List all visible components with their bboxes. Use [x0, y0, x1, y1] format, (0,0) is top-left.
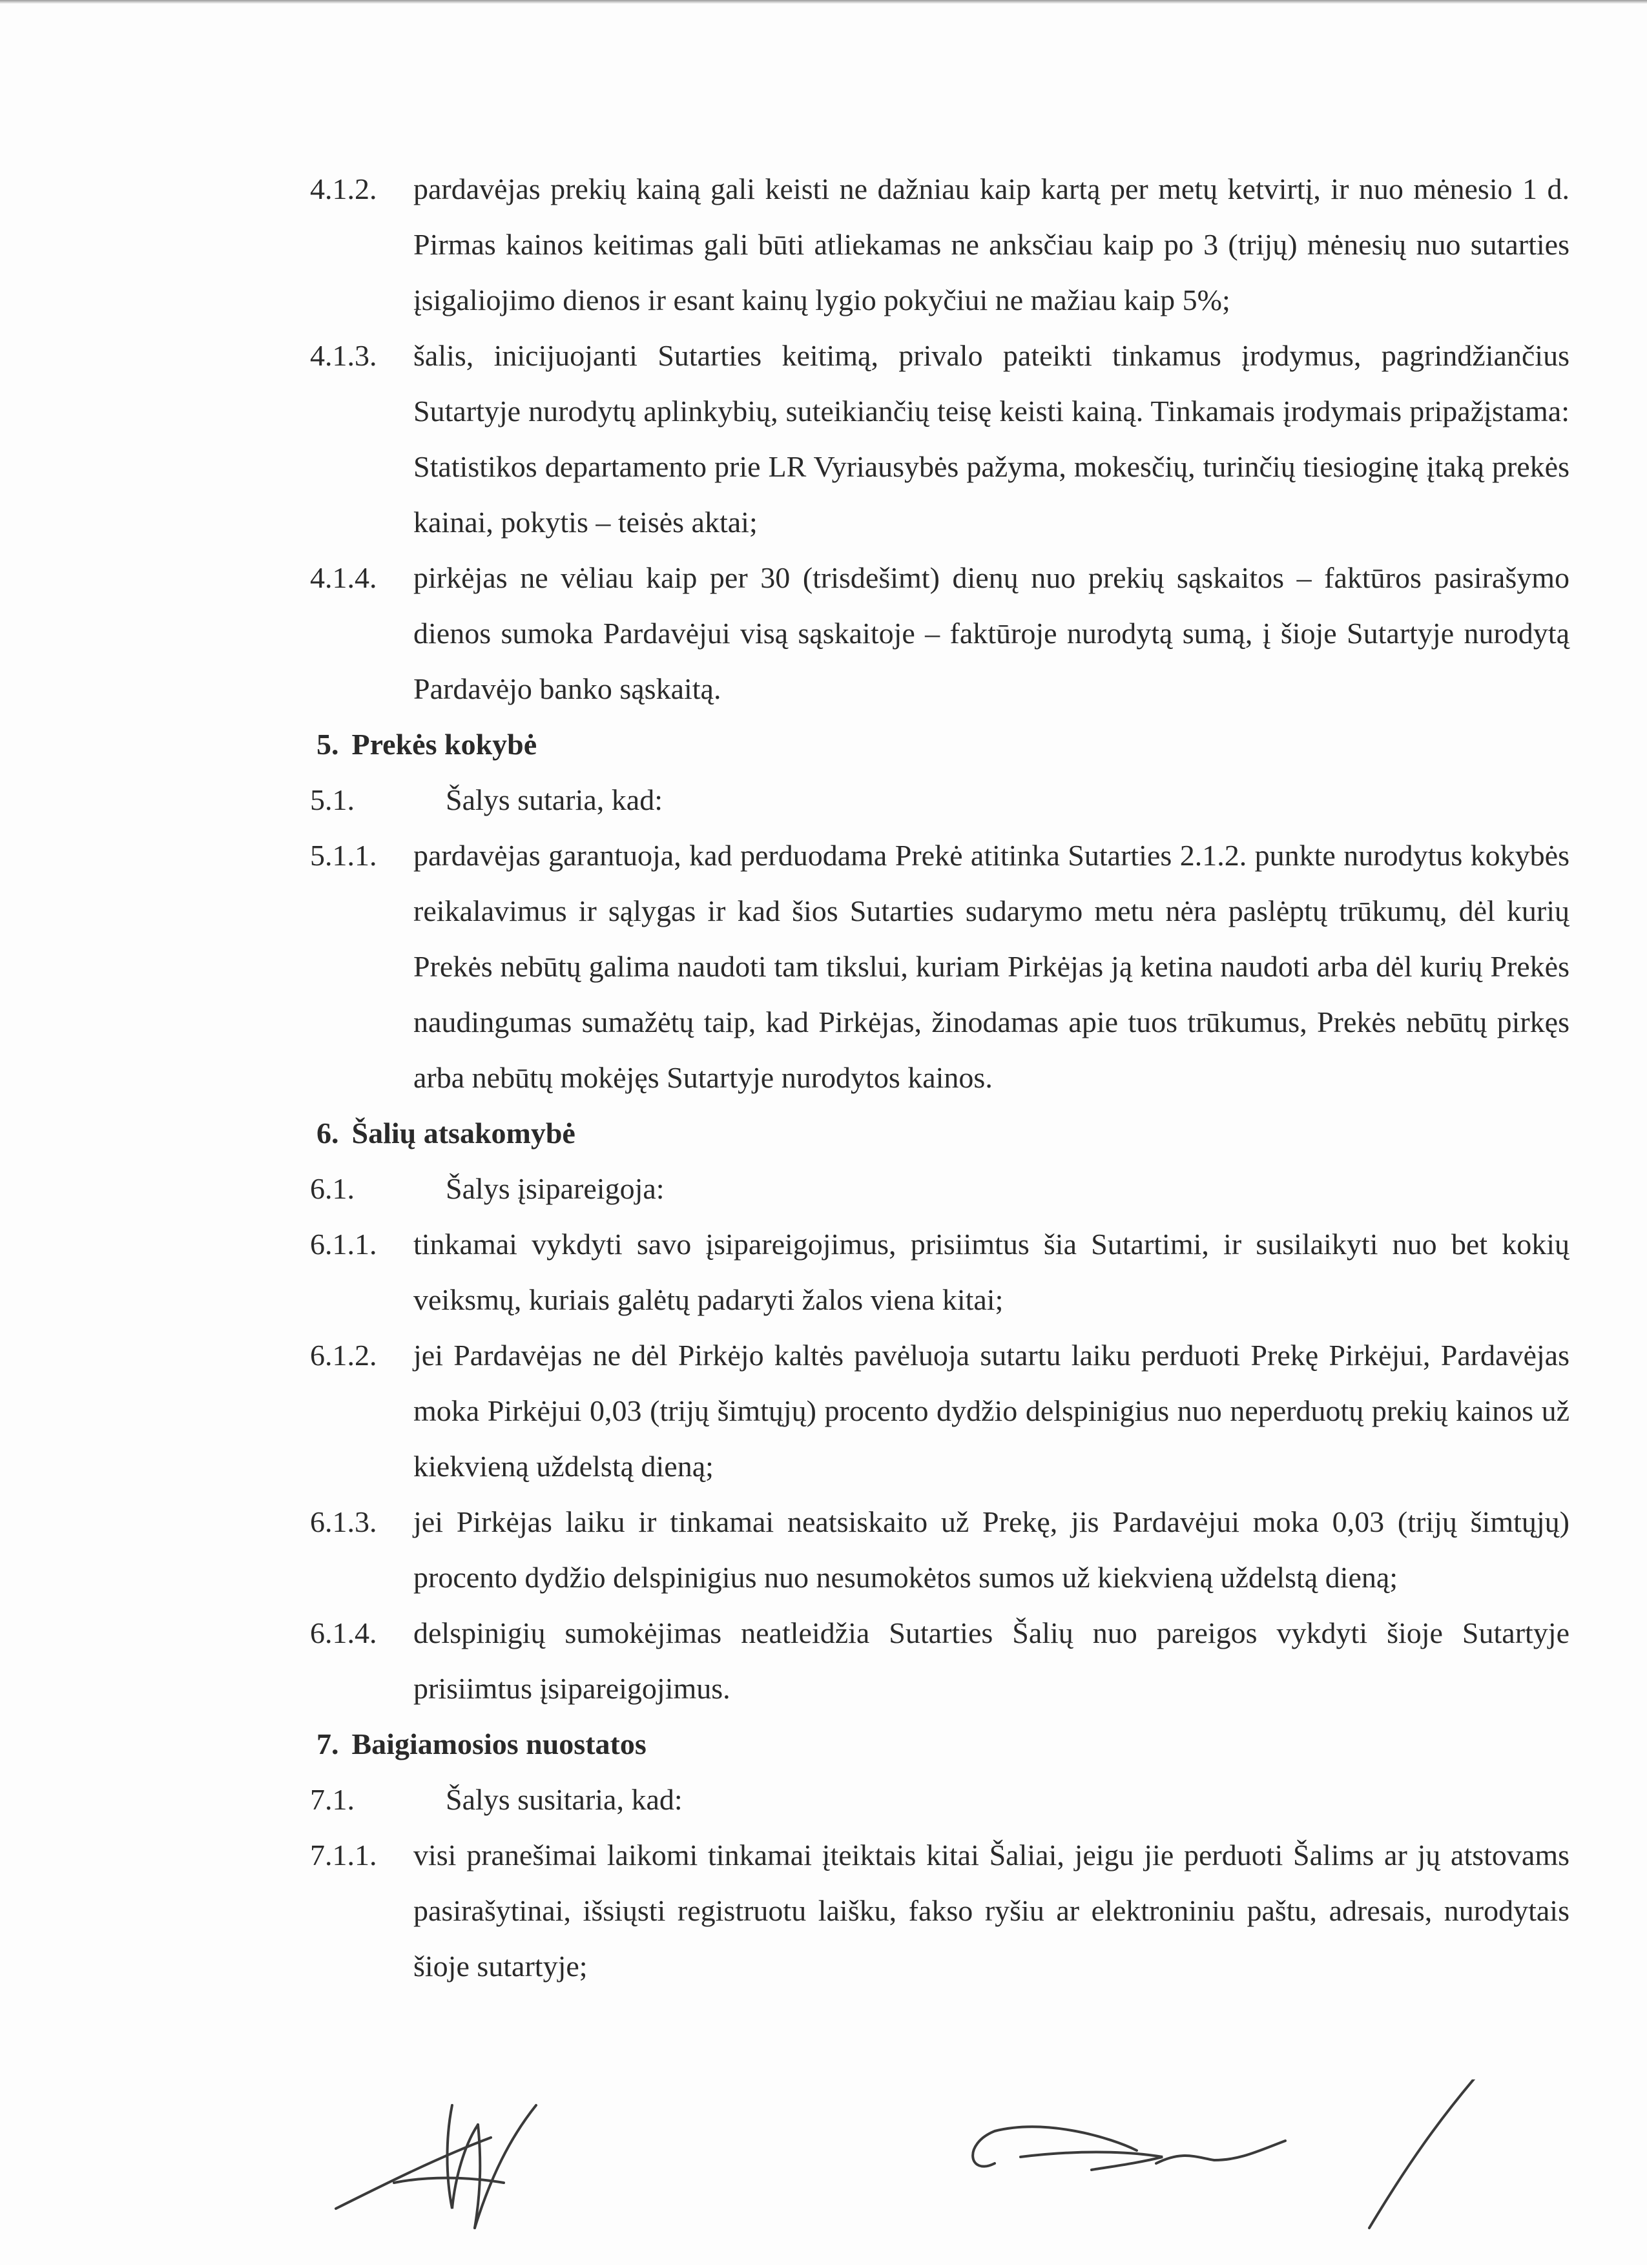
section-title: Prekės kokybė	[351, 728, 537, 761]
clause-6-1-1	[310, 1217, 1569, 1328]
clause-6-1-2	[310, 1328, 1569, 1494]
signatures-area	[0, 2079, 1647, 2265]
clause-number: 4.1.3.	[310, 339, 377, 372]
clause-number: 7.1.1.	[310, 1839, 377, 1871]
clause-number: 6.1.3.	[310, 1505, 377, 1538]
clause-5-1-1	[310, 828, 1569, 1106]
clause-7-1-1	[310, 1828, 1569, 1994]
clause-text: Šalys susitaria, kad:	[446, 1783, 683, 1816]
section-heading-7	[310, 1716, 1569, 1772]
document-body	[310, 161, 1569, 1994]
clause-text: Šalys įsipareigoja:	[446, 1172, 665, 1205]
clause-6-1	[310, 1161, 1569, 1217]
clause-number: 5.1.	[310, 783, 355, 816]
section-title: Baigiamosios nuostatos	[351, 1727, 647, 1760]
clause-text: visi pranešimai laikomi tinkamai įteiktais kitai Šaliai, jeigu jie perduoti Šalims ar jų atstovams pasirašytinai, išsiųsti registruotu laišku, fakso ryšiu ar elektroniniu paštu, adresais, nurodytais šioje sutartyje;	[413, 1839, 1569, 1983]
clause-text: pardavėjas prekių kainą gali keisti ne dažniau kaip kartą per metų ketvirtį, ir nuo mėnesio 1 d. Pirmas kainos keitimas gali būti atliekamas ne anksčiau kaip po 3 (trijų) mėnesių nuo sutarties įsigaliojimo dienos ir esant kainų lygio pokyčiui ne mažiau kaip 5%;	[413, 172, 1569, 316]
clause-number: 6.1.2.	[310, 1339, 377, 1372]
clause-number: 6.1.	[310, 1172, 355, 1205]
section-heading-6	[310, 1106, 1569, 1161]
clause-text: jei Pardavėjas ne dėl Pirkėjo kaltės pavėluoja sutartu laiku perduoti Prekę Pirkėjui, Pardavėjas moka Pirkėjui 0,03 (trijų šimtųjų) procento dydžio delspinigius nuo neperduotų prekių kainos už kiekvieną uždelstą dieną;	[413, 1339, 1569, 1483]
clause-number: 4.1.4.	[310, 561, 377, 594]
clause-number: 4.1.2.	[310, 172, 377, 205]
section-number: 5.	[316, 728, 339, 761]
right-signature	[973, 2079, 1479, 2228]
scan-top-edge	[0, 0, 1647, 4]
clause-number: 5.1.1.	[310, 839, 377, 872]
left-signature	[336, 2105, 536, 2228]
clause-6-1-4	[310, 1605, 1569, 1716]
section-number: 6.	[316, 1117, 339, 1149]
clause-4-1-3	[310, 328, 1569, 550]
clause-number: 6.1.4.	[310, 1616, 377, 1649]
clause-text: šalis, inicijuojanti Sutarties keitimą, privalo pateikti tinkamus įrodymus, pagrindžiančius Sutartyje nurodytų aplinkybių, suteikiančių teisę keisti kainą. Tinkamais įrodymais pripažįstama: Statistikos departamento prie LR Vyriausybės pažyma, mokesčių, turinčių tiesioginę įtaką prekės kainai, pokytis – teisės aktai;	[413, 339, 1569, 539]
clause-7-1	[310, 1772, 1569, 1828]
section-number: 7.	[316, 1727, 339, 1760]
clause-number: 7.1.	[310, 1783, 355, 1816]
clause-5-1	[310, 772, 1569, 828]
clause-text: Šalys sutaria, kad:	[446, 783, 663, 816]
section-title: Šalių atsakomybė	[351, 1117, 575, 1149]
clause-text: pardavėjas garantuoja, kad perduodama Prekė atitinka Sutarties 2.1.2. punkte nurodytus kokybės reikalavimus ir sąlygas ir kad šios Sutarties sudarymo metu nėra paslėptų trūkumų, dėl kurių Prekės nebūtų galima naudoti tam tikslui, kuriam Pirkėjas ją ketina naudoti arba dėl kurių Prekės naudingumas sumažėtų taip, kad Pirkėjas, žinodamas apie tuos trūkumus, Prekės nebūtų pirkęs arba nebūtų mokėjęs Sutartyje nurodytos kainos.	[413, 839, 1569, 1094]
clause-number: 6.1.1.	[310, 1228, 377, 1261]
clause-4-1-4	[310, 550, 1569, 717]
clause-4-1-2	[310, 161, 1569, 328]
clause-text: delspinigių sumokėjimas neatleidžia Sutarties Šalių nuo pareigos vykdyti šioje Sutartyje prisiimtus įsipareigojimus.	[413, 1616, 1569, 1705]
clause-6-1-3	[310, 1494, 1569, 1605]
clause-text: tinkamai vykdyti savo įsipareigojimus, prisiimtus šia Sutartimi, ir susilaikyti nuo bet kokių veiksmų, kuriais galėtų padaryti žalos viena kitai;	[413, 1228, 1569, 1316]
clause-text: jei Pirkėjas laiku ir tinkamai neatsiskaito už Prekę, jis Pardavėjui moka 0,03 (trijų šimtųjų) procento dydžio delspinigius nuo nesumokėtos sumos už kiekvieną uždelstą dieną;	[413, 1505, 1569, 1594]
section-heading-5	[310, 717, 1569, 772]
clause-text: pirkėjas ne vėliau kaip per 30 (trisdešimt) dienų nuo prekių sąskaitos – faktūros pasirašymo dienos sumoka Pardavėjui visą sąskaitoje – faktūroje nurodytą sumą, į šioje Sutartyje nurodytą Pardavėjo banko sąskaitą.	[413, 561, 1569, 705]
signatures-drawing	[0, 2079, 1647, 2265]
